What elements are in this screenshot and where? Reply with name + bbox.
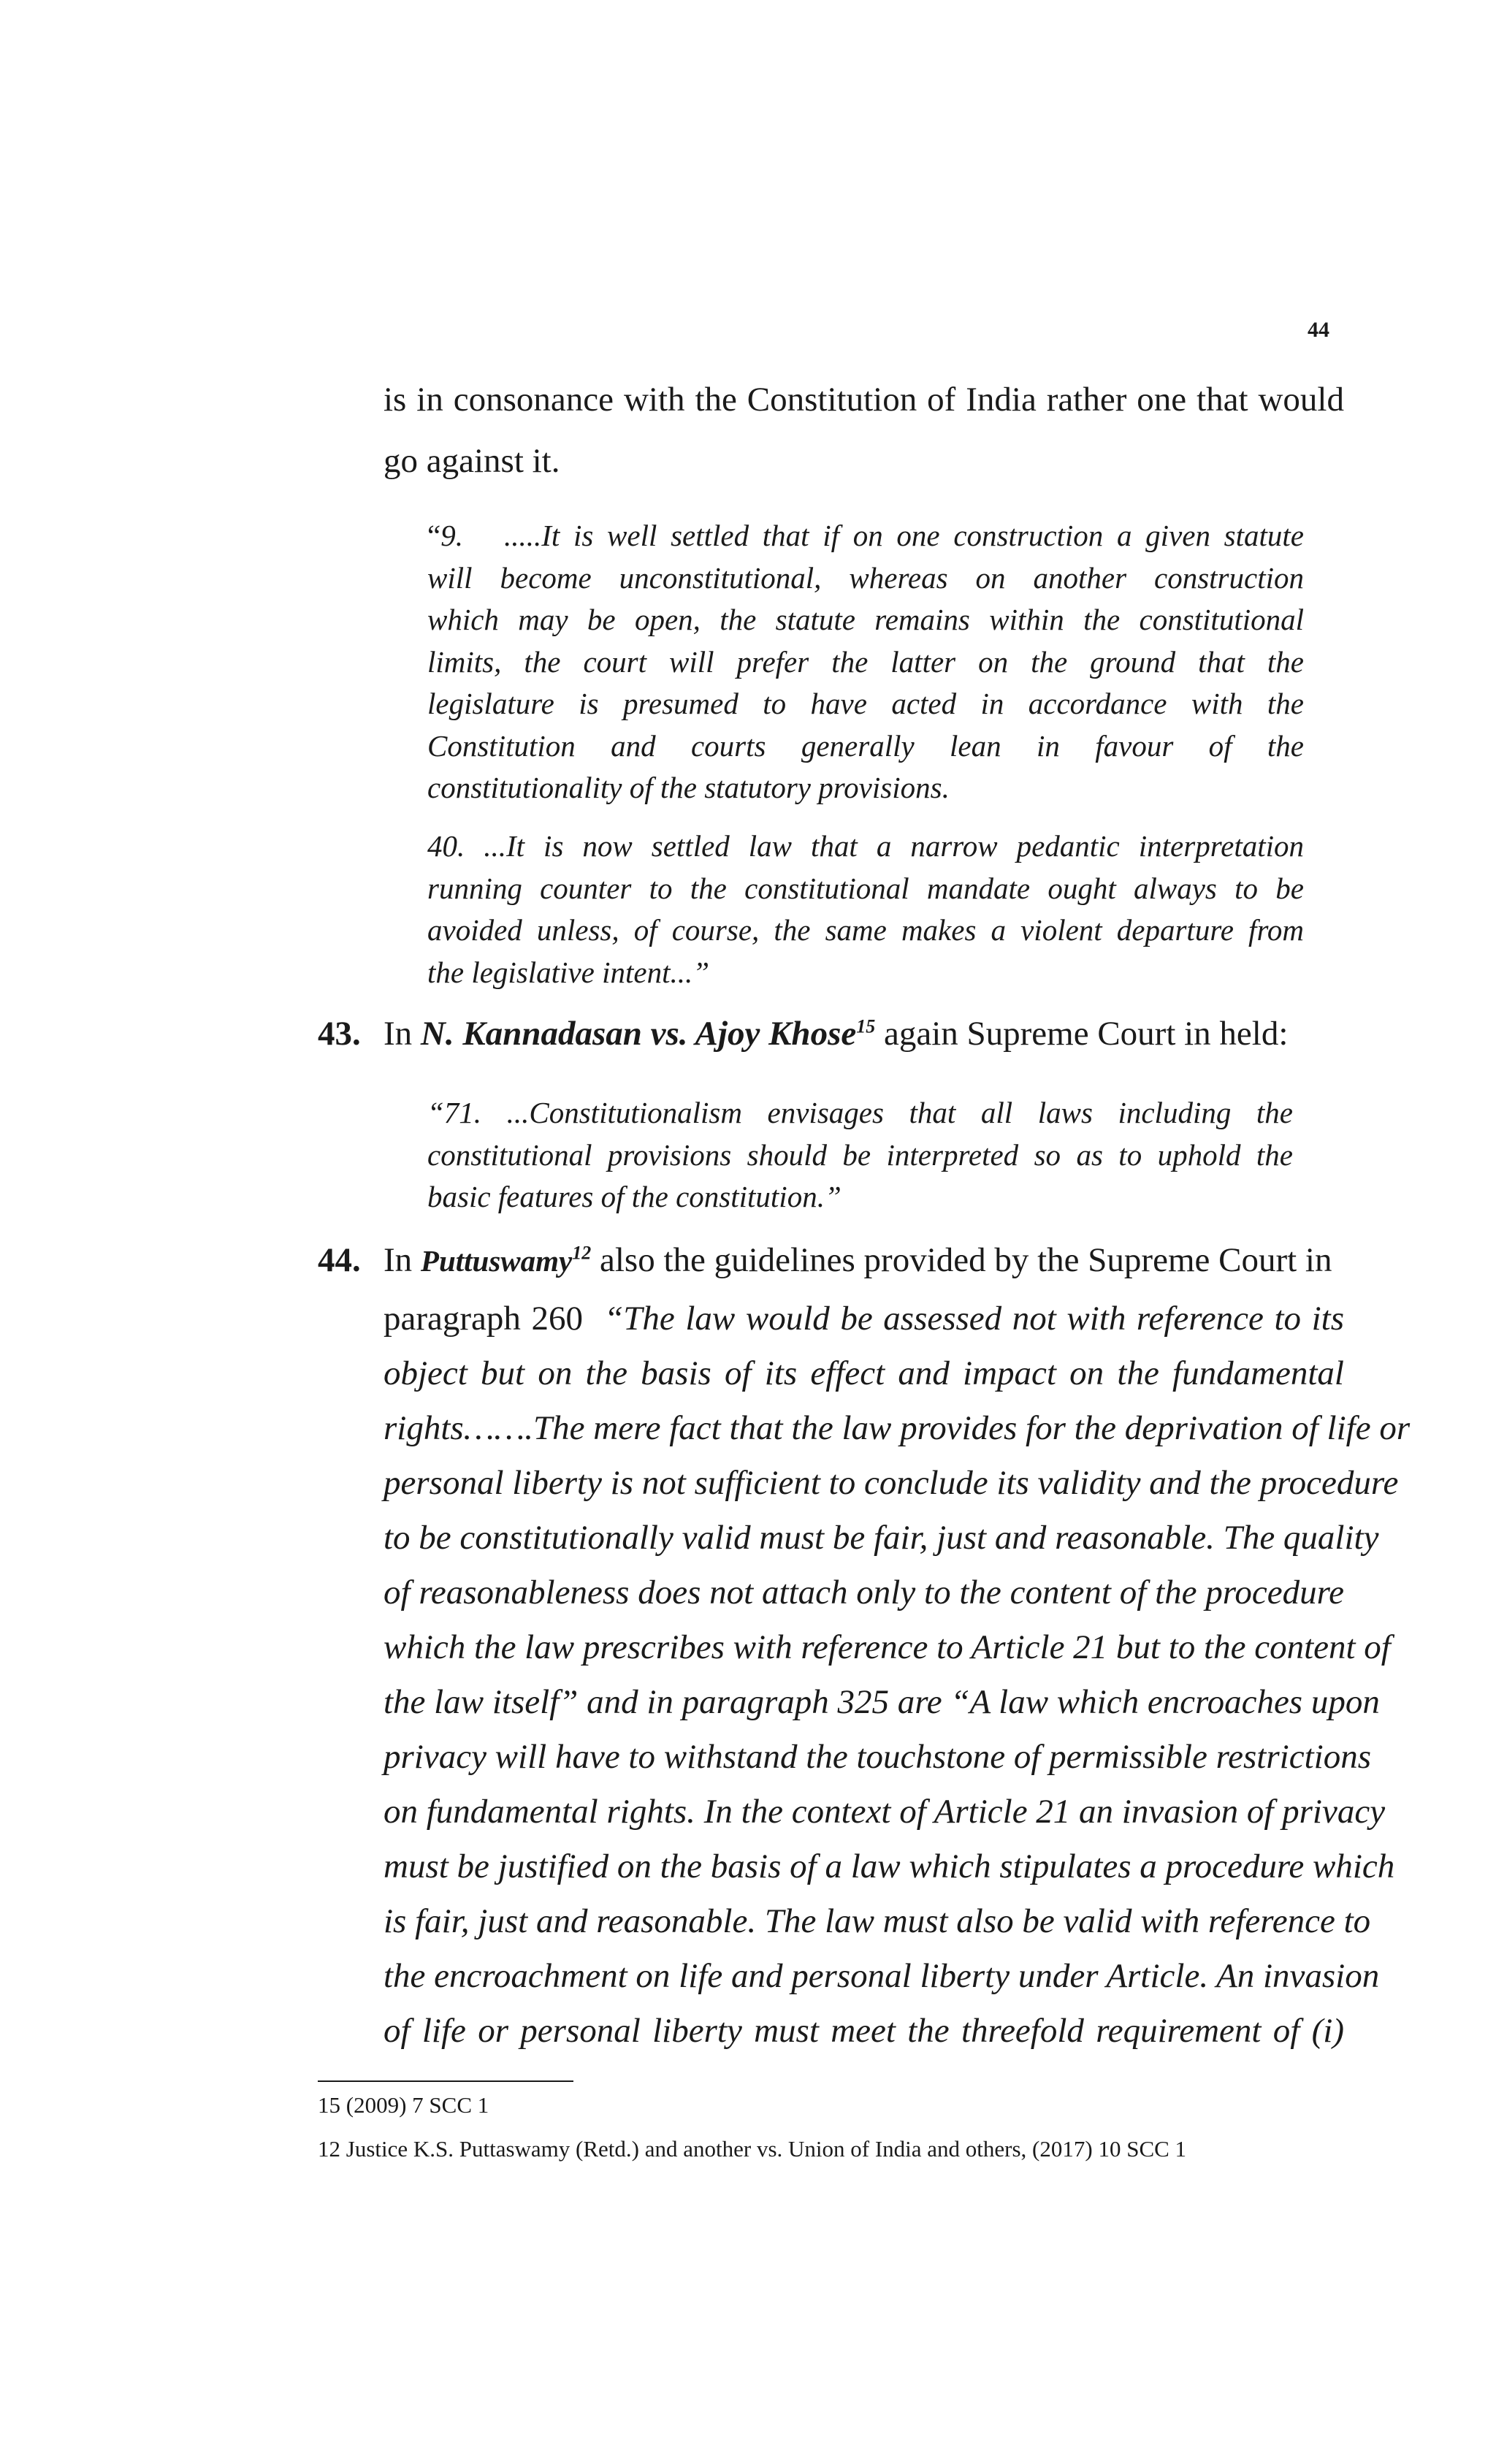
para-44-suffix: also the guidelines provided by the Supreme Court in	[599, 1241, 1332, 1279]
text-line: is in consonance with the Constitution of India rather one that would	[383, 381, 1344, 419]
text-line: of reasonableness does not attach only to the content of the procedure	[383, 1574, 1344, 1611]
paragraph-number-43: 43.	[318, 1015, 361, 1053]
quote-line: constitutionality of the statutory provisions.	[427, 771, 950, 804]
text-line: to be constitutionally valid must be fair, just and reasonable. The quality	[383, 1519, 1379, 1557]
para-43-prefix: In	[383, 1015, 413, 1053]
footnote-15: 15 (2009) 7 SCC 1	[318, 2092, 489, 2118]
quote-line: will become unconstitutional, whereas on another construction	[427, 560, 1304, 595]
text-line: object but on the basis of its effect and impact on the fundamental	[383, 1354, 1344, 1392]
footnote-12: 12 Justice K.S. Puttaswamy (Retd.) and another vs. Union of India and others, (2017) 10 SCC 1	[318, 2136, 1187, 2162]
text-line	[383, 1292, 1344, 1346]
para-44-plain: paragraph 260	[383, 1300, 583, 1338]
footnote-separator	[318, 2080, 573, 2082]
footnote-ref-12: 12	[572, 1242, 592, 1264]
text-line: the law itself” and in paragraph 325 are “A law which encroaches upon	[383, 1683, 1380, 1721]
quote-line: legislature is presumed to have acted in accordance with the	[427, 687, 1304, 720]
case-name-kannadasan: N. Kannadasan vs. Ajoy Khose	[420, 1015, 857, 1053]
quote-line: limits, the court will prefer the latter on the ground that the	[427, 644, 1304, 679]
text-line: the encroachment on life and personal liberty under Article. An invasion	[383, 1957, 1380, 1995]
quote-line: “71. ...Constitutionalism envisages that all laws including the	[427, 1096, 1293, 1129]
text-line: privacy will have to withstand the touchstone of permissible restrictions	[383, 1738, 1371, 1776]
text-line: is fair, just and reasonable. The law must also be valid with reference to	[383, 1902, 1371, 1940]
text-line: personal liberty is not sufficient to conclude its validity and the procedure	[383, 1464, 1399, 1502]
case-name-puttuswamy: Puttuswamy	[420, 1244, 573, 1278]
text-line: go against it.	[383, 442, 560, 480]
quote-line	[427, 515, 1304, 557]
para-44-quote-start: “The law would be assessed not with reference to its	[604, 1300, 1345, 1338]
paragraph-44-body	[383, 1292, 1411, 2059]
quote-line: running counter to the constitutional mandate ought always to be	[427, 871, 1304, 905]
quote-line: which may be open, the statute remains within the constitutional	[427, 603, 1304, 636]
block-quote-2	[427, 1092, 1293, 1218]
text-line: on fundamental rights. In the context of Article 21 an invasion of privacy	[383, 1793, 1386, 1831]
footnote-ref-15: 15	[856, 1015, 876, 1037]
paragraph-44-line-1	[383, 1238, 1344, 1283]
block-quote-1	[427, 515, 1304, 809]
block-quote-1-para-40	[427, 825, 1304, 993]
paragraph-number-44: 44.	[318, 1241, 361, 1279]
para-9-number: 9.	[440, 519, 463, 552]
page-number: 44	[1308, 318, 1329, 342]
quote-line: basic features of the constitution.”	[427, 1180, 842, 1213]
continuation-paragraph	[383, 369, 1344, 492]
quote-line: the legislative intent...”	[427, 955, 710, 989]
text-line: must be justified on the basis of a law which stipulates a procedure which	[383, 1847, 1395, 1885]
para-43-suffix: again Supreme Court in held:	[883, 1015, 1289, 1053]
paragraph-43	[383, 1012, 1288, 1056]
quote-line: constitutional provisions should be interpreted so as to uphold the	[427, 1137, 1293, 1172]
quote-line: 40. ...It is now settled law that a narrow pedantic interpretation	[427, 829, 1304, 863]
para-44-prefix: In	[383, 1241, 413, 1279]
quote-open-mark: “	[427, 519, 441, 552]
text-line: of life or personal liberty must meet the threefold requirement of (i)	[383, 2012, 1344, 2050]
quote-text: .....It is well settled that if on one construction a given statute	[504, 519, 1304, 552]
quote-line: avoided unless, of course, the same makes a violent departure from	[427, 913, 1304, 947]
text-line: rights…….The mere fact that the law provides for the deprivation of life or	[383, 1409, 1411, 1447]
quote-line: Constitution and courts generally lean in favour of the	[427, 728, 1304, 763]
text-line: which the law prescribes with reference to Article 21 but to the content of	[383, 1628, 1391, 1666]
